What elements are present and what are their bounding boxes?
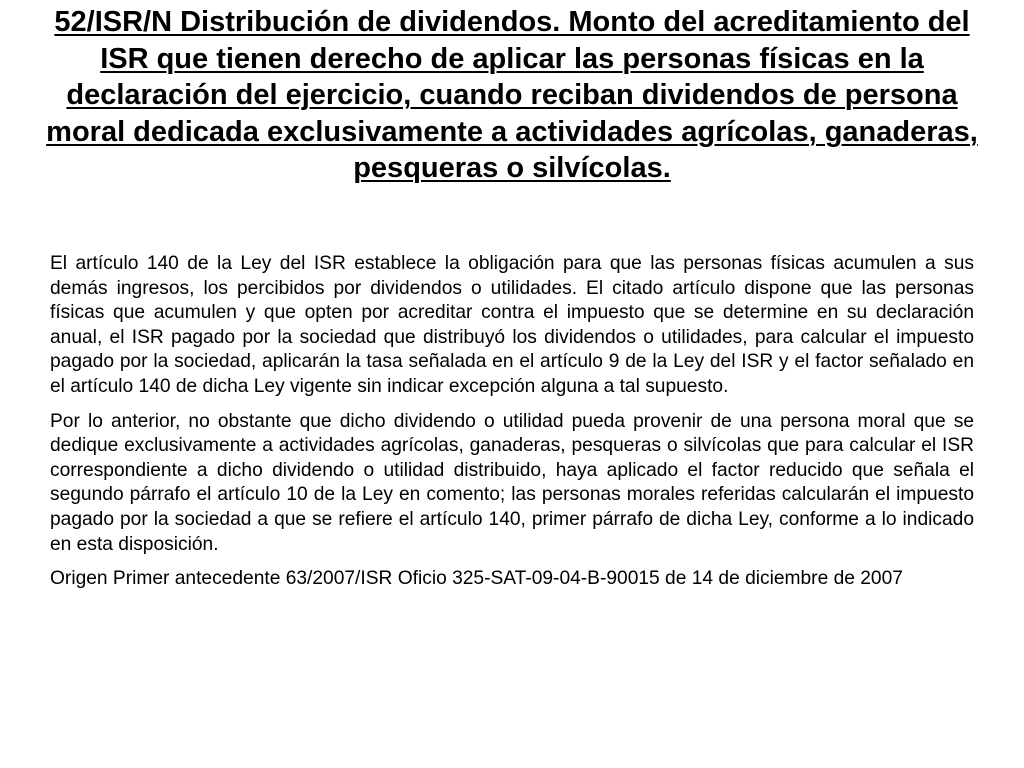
paragraph-conclusion: Por lo anterior, no obstante que dicho dividendo o utilidad pueda provenir de una persona moral que se dedique exclusivamente a actividades agrícolas, ganaderas, pesqueras o silvícolas que para calcular el ISR correspondiente a dicho dividendo o utilidad distribuido, haya aplicado el factor reducido que señala el segundo párrafo el artículo 10 de la Ley en comento; las personas morales referidas calcularán el impuesto pagado por la sociedad a que se refiere el artículo 140, primer párrafo de dicha Ley, conforme a lo indicado en esta disposición.: [50, 410, 974, 555]
slide-body: [50, 252, 974, 602]
paragraph-origin: Origen Primer antecedente 63/2007/ISR Oficio 325-SAT-09-04-B-90015 de 14 de diciembre de 2007: [50, 568, 903, 590]
paragraph-article-140: El artículo 140 de la Ley del ISR establece la obligación para que las personas físicas acumulen a sus demás ingresos, los percibidos por dividendos o utilidades. El citado artículo dispone que las personas físicas que acumulen y que opten por acreditar contra el impuesto que se determine en su declaración anual, el ISR pagado por la sociedad que distribuyó los dividendos o utilidades, para calcular el impuesto pagado por la sociedad, aplicarán la tasa señalada en el artículo 9 de la Ley del ISR y el factor señalado en el artículo 140 de dicha Ley vigente sin indicar excepción alguna a tal supuesto.: [50, 253, 974, 397]
slide-title: 52/ISR/N Distribución de dividendos. Monto del acreditamiento del ISR que tienen derecho de aplicar las personas físicas en la declaración del ejercicio, cuando reciban dividendos de persona moral dedicada exclusivamente a actividades agrícolas, ganaderas, pesqueras o silvícolas.: [46, 6, 978, 184]
